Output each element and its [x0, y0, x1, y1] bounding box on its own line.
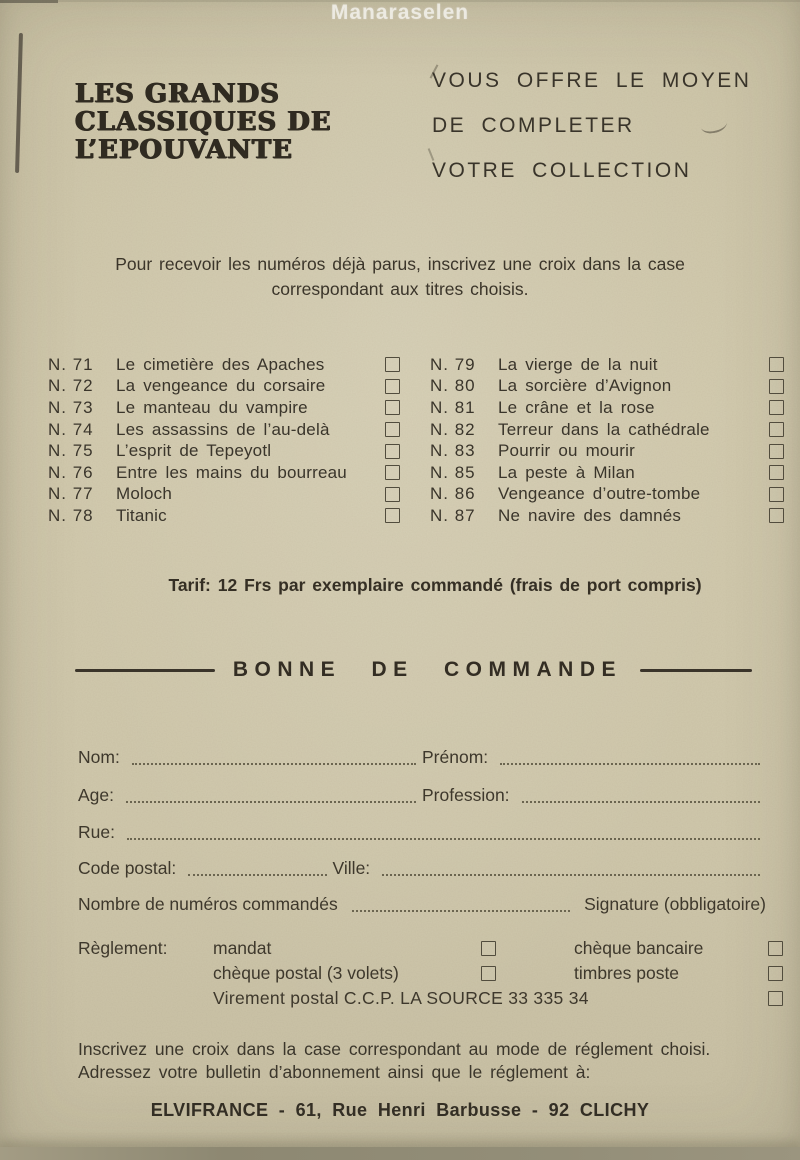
issue-number: N. 75	[48, 441, 94, 461]
checkbox-timbres-poste[interactable]	[768, 966, 783, 981]
field-line-rue[interactable]	[127, 838, 760, 840]
issue-row	[430, 376, 784, 398]
watermark: Manaraselen	[330, 1, 470, 24]
rue-label: Rue:	[78, 822, 115, 842]
issue-title: Moloch	[116, 484, 173, 504]
issue-number: N. 71	[48, 354, 94, 374]
series-logo-line: LES GRANDS	[75, 79, 280, 109]
issue-number: N. 81	[430, 397, 476, 417]
issue-row	[48, 397, 400, 419]
footer-instructions-line: Inscrivez une croix dans la case correspondant au mode de réglement choisi.	[78, 1039, 711, 1059]
issue-title: Le crâne et la rose	[498, 397, 655, 417]
series-logo-line: L’EPOUVANTE	[75, 135, 294, 165]
issue-checkbox[interactable]	[385, 400, 400, 415]
age-label: Age:	[78, 785, 114, 805]
field-line-age[interactable]	[126, 801, 416, 803]
checkbox-mandat[interactable]	[481, 941, 496, 956]
issue-number: N. 76	[48, 462, 94, 482]
order-form-title: BONNE DE COMMANDE	[232, 658, 622, 681]
footer-instructions-line: Adressez votre bulletin d’abonnement ainsi que le réglement à:	[78, 1062, 591, 1082]
issue-row	[48, 419, 400, 441]
issue-row	[430, 397, 784, 419]
issue-column-left	[48, 354, 400, 527]
code-postal-label: Code postal:	[78, 858, 177, 878]
ville-label: Ville:	[332, 858, 371, 878]
prenom-label: Prénom:	[422, 747, 489, 767]
issue-number: N. 73	[48, 397, 94, 417]
issue-checkbox[interactable]	[385, 422, 400, 437]
payment-row	[78, 961, 783, 986]
issue-title: Terreur dans la cathédrale	[498, 419, 710, 439]
field-line-nom[interactable]	[132, 763, 416, 765]
header-tagline	[432, 58, 751, 193]
issue-title: Les assassins de l’au-delà	[116, 419, 330, 439]
issue-row	[430, 484, 784, 506]
tagline-line: DE COMPLETER	[432, 114, 635, 137]
issue-title: La sorcière d’Avignon	[498, 376, 672, 396]
heading-rule-right	[640, 669, 752, 672]
issue-row	[48, 484, 400, 506]
order-form-heading	[75, 658, 780, 682]
payment-method-label: chèque postal (3 volets)	[213, 963, 399, 983]
issue-checkbox[interactable]	[769, 465, 784, 480]
payment-row	[78, 936, 783, 961]
issue-checkbox[interactable]	[769, 422, 784, 437]
checkbox-virement[interactable]	[768, 991, 783, 1006]
tagline-line: VOUS OFFRE LE MOYEN	[432, 69, 752, 92]
issue-row	[48, 376, 400, 398]
heading-rule-left	[75, 669, 215, 672]
issue-row	[48, 462, 400, 484]
issue-number: N. 82	[430, 419, 476, 439]
checkbox-cheque-bancaire[interactable]	[768, 941, 783, 956]
scan-bottom-edge	[0, 1147, 800, 1160]
form-row-nom-prenom	[78, 748, 766, 768]
issue-title: Entre les mains du bourreau	[116, 462, 347, 482]
issue-checkbox[interactable]	[769, 508, 784, 523]
issue-number: N. 87	[430, 505, 476, 525]
tariff-line: Tarif: 12 Frs par exemplaire commandé (frais de port compris)	[168, 575, 702, 595]
issue-checkbox[interactable]	[769, 487, 784, 502]
tagline-line: VOTRE COLLECTION	[432, 159, 692, 182]
scan-fold-mark	[15, 33, 23, 173]
form-row-age-profession	[78, 786, 766, 806]
issue-number: N. 77	[48, 484, 94, 504]
issue-row	[430, 419, 784, 441]
footer-instructions	[78, 1038, 710, 1084]
issue-row	[48, 440, 400, 462]
payment-row	[78, 986, 783, 1011]
scan-edge-shadow	[58, 0, 800, 2]
issue-number: N. 85	[430, 462, 476, 482]
issue-title: Ne navire des damnés	[498, 505, 682, 525]
issue-checkbox[interactable]	[385, 465, 400, 480]
issue-title: Vengeance d’outre-tombe	[498, 484, 701, 504]
issue-title: Le cimetière des Apaches	[116, 354, 325, 374]
issue-title: Titanic	[116, 505, 167, 525]
payment-section	[78, 936, 783, 1011]
nom-label: Nom:	[78, 747, 120, 767]
series-logo-line: CLASSIQUES DE	[75, 107, 332, 137]
field-line-nombre[interactable]	[352, 910, 570, 912]
issue-number: N. 72	[48, 376, 94, 396]
reglement-label: Règlement:	[78, 938, 168, 958]
issue-row	[430, 505, 784, 527]
issue-checkbox[interactable]	[769, 379, 784, 394]
payment-method-label: mandat	[213, 938, 272, 958]
issue-checkbox[interactable]	[385, 444, 400, 459]
issue-checkbox[interactable]	[769, 444, 784, 459]
checkbox-cheque-postal[interactable]	[481, 966, 496, 981]
form-row-code-ville	[78, 859, 766, 879]
issue-row	[48, 354, 400, 376]
issue-title: Pourrir ou mourir	[498, 441, 635, 461]
instructions-line: Pour recevoir les numéros déjà parus, inscrivez une croix dans la case	[115, 254, 685, 274]
nombre-label: Nombre de numéros commandés	[78, 894, 338, 914]
issue-number: N. 80	[430, 376, 476, 396]
issue-checkbox[interactable]	[385, 357, 400, 372]
payment-method-label: Virement postal C.C.P. LA SOURCE 33 335 34	[213, 988, 589, 1008]
issue-number: N. 79	[430, 354, 476, 374]
issue-number: N. 86	[430, 484, 476, 504]
publisher-address: ELVIFRANCE - 61, Rue Henri Barbusse - 92 CLICHY	[150, 1100, 650, 1120]
issue-number: N. 78	[48, 505, 94, 525]
issue-checkbox[interactable]	[385, 508, 400, 523]
issue-checkbox[interactable]	[385, 487, 400, 502]
issue-number: N. 74	[48, 419, 94, 439]
instructions-line: correspondant aux titres choisis.	[271, 279, 529, 299]
payment-method-label: timbres poste	[574, 963, 680, 983]
issue-row	[430, 440, 784, 462]
field-line-ville[interactable]	[382, 874, 760, 876]
issue-row	[48, 505, 400, 527]
instructions-paragraph	[0, 252, 800, 302]
issue-row	[430, 462, 784, 484]
issue-row	[430, 354, 784, 376]
field-line-prenom[interactable]	[500, 763, 760, 765]
field-line-profession[interactable]	[522, 801, 760, 803]
issue-column-right	[430, 354, 784, 527]
issue-number: N. 83	[430, 441, 476, 461]
form-row-rue	[78, 823, 766, 843]
issue-list	[0, 354, 800, 530]
field-line-code-postal[interactable]	[188, 874, 326, 876]
form-row-nombre-signature	[78, 895, 766, 915]
issue-title: La peste à Milan	[498, 462, 635, 482]
profession-label: Profession:	[422, 785, 510, 805]
issue-checkbox[interactable]	[769, 357, 784, 372]
issue-checkbox[interactable]	[769, 400, 784, 415]
issue-title: L’esprit de Tepeyotl	[116, 441, 272, 461]
signature-label: Signature (obbligatoire)	[584, 894, 766, 914]
issue-title: La vengeance du corsaire	[116, 376, 326, 396]
issue-title: La vierge de la nuit	[498, 354, 658, 374]
payment-method-label: chèque bancaire	[574, 938, 704, 958]
scan-edge-mark	[0, 0, 58, 3]
series-logo	[75, 80, 332, 164]
issue-checkbox[interactable]	[385, 379, 400, 394]
issue-title: Le manteau du vampire	[116, 397, 308, 417]
